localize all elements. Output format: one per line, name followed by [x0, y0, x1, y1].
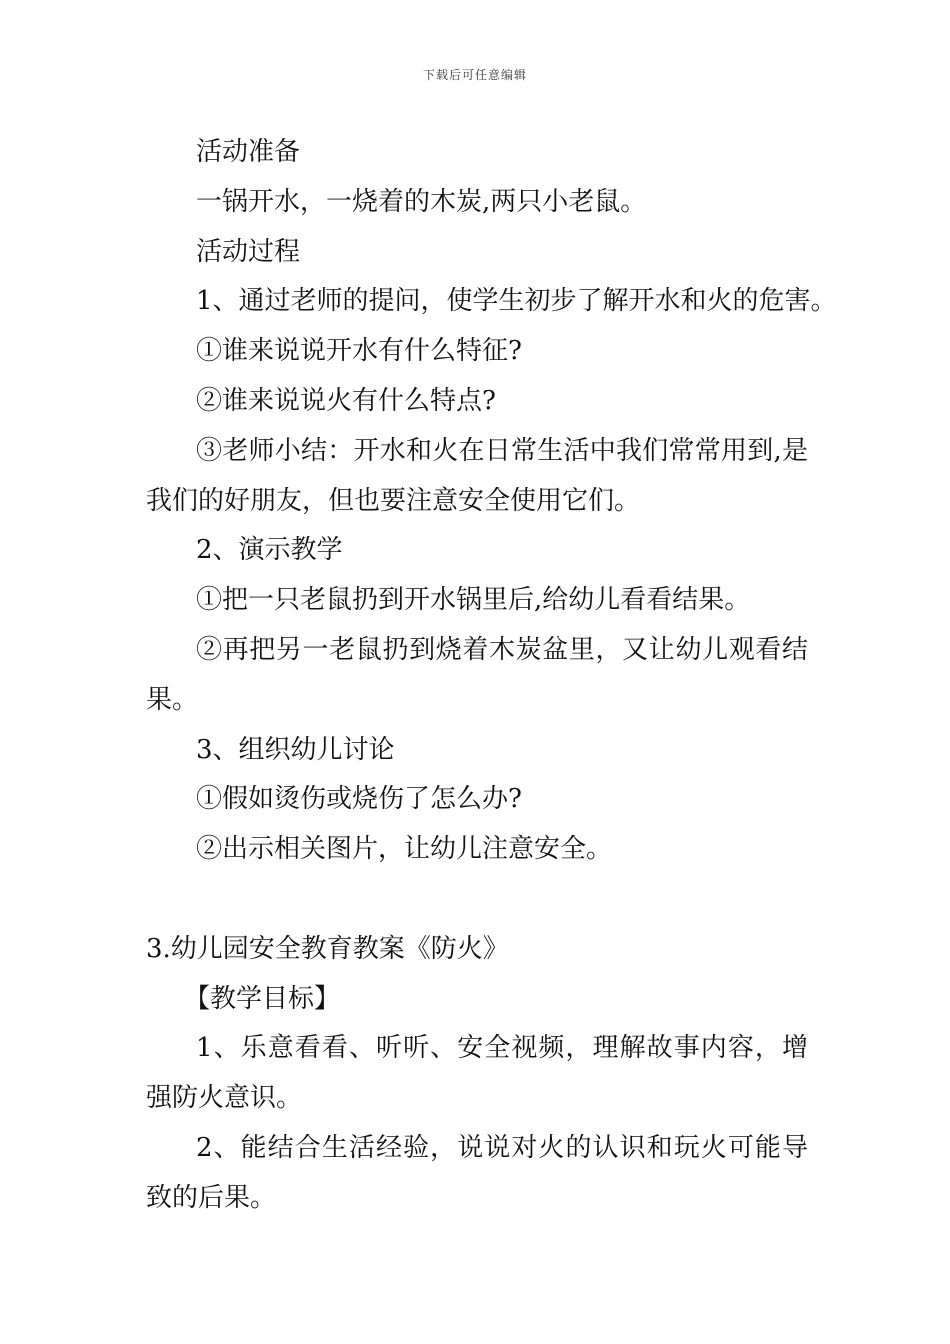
paragraph-step-1: 1、通过老师的提问，使学生初步了解开水和火的危害。 [196, 286, 837, 317]
section-title-fire-safety: 3.幼儿园安全教育教案《防火》 [146, 933, 509, 964]
paragraph-discussion-1: ①假如烫伤或烧伤了怎么办? [196, 784, 522, 815]
paragraph-step-2: 2、演示教学 [196, 535, 343, 566]
blank-line [146, 875, 808, 925]
paragraph-goal-2: 2、能结合生活经验，说说对火的认识和玩火可能导致的后果。 [146, 1132, 808, 1213]
paragraph-goal-1: 1、乐意看看、听听、安全视频，理解故事内容，增强防火意识。 [146, 1033, 808, 1114]
page-header-note: 下载后可任意编辑 [422, 68, 527, 82]
paragraph-question-2: ②谁来说说火有什么特点? [196, 385, 496, 416]
paragraph-question-1: ①谁来说说开水有什么特征? [196, 336, 522, 367]
paragraph-demo-1: ①把一只老鼠扔到开水锅里后,给幼儿看看结果。 [196, 585, 751, 616]
section-heading-goals: 【教学目标】 [184, 983, 341, 1014]
paragraph-discussion-2: ②出示相关图片，让幼儿注意安全。 [196, 834, 613, 865]
paragraph-demo-2: ②再把另一老鼠扔到烧着木炭盆里，又让幼儿观看结果。 [146, 634, 808, 715]
paragraph-step-3: 3、组织幼儿讨论 [196, 734, 395, 765]
section-heading-preparation: 活动准备 [196, 137, 301, 167]
document-body [146, 128, 837, 1224]
paragraph-summary: ③老师小结：开水和火在日常生活中我们常常用到,是我们的好朋友，但也要注意安全使用它们。 [146, 435, 808, 516]
paragraph-materials: 一锅开水，一烧着的木炭,两只小老鼠。 [196, 186, 647, 217]
section-heading-process: 活动过程 [196, 236, 301, 267]
